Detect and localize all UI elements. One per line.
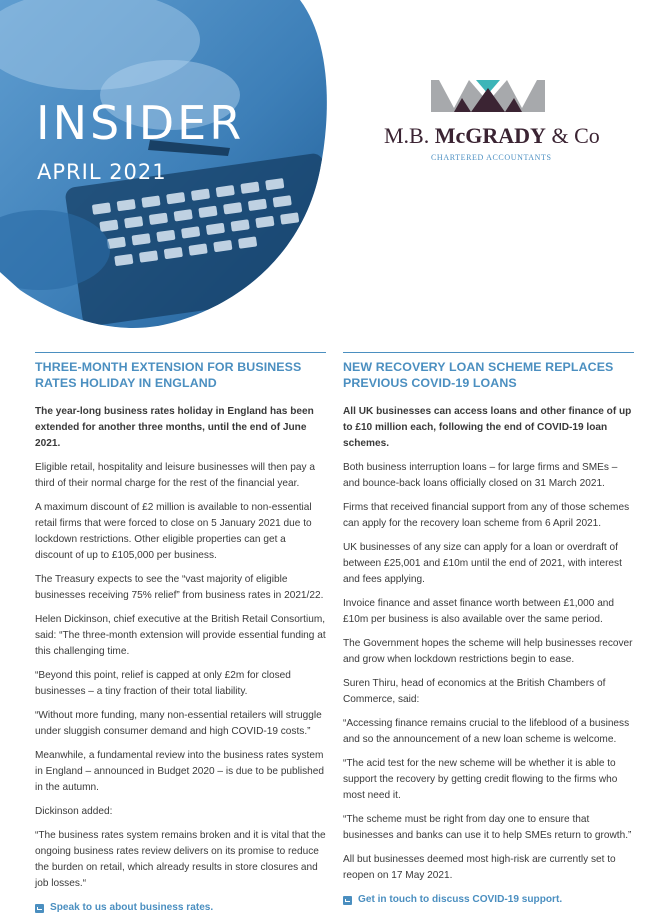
article-lead: The year-long business rates holiday in England has been extended for another three months, until the end of June 2021.	[35, 406, 314, 449]
newsletter-title: INSIDER	[36, 96, 245, 150]
article-recovery-loan	[343, 352, 634, 908]
company-subtitle: CHARTERED ACCOUNTANTS	[431, 153, 552, 162]
arrow-link-icon	[343, 896, 352, 905]
article-paragraph: Suren Thiru, head of economics at the British Chambers of Commerce, said:	[343, 678, 606, 705]
cta-label: Speak to us about business rates.	[50, 902, 214, 913]
article-paragraph: “The acid test for the new scheme will be whether it is able to support the recovery by getting credit flowing to the firms who most need it.	[343, 758, 618, 801]
article-paragraph: “Without more funding, many non-essential retailers will struggle under sluggish consumer demand and high COVID-19 costs.”	[35, 710, 322, 737]
column-rule	[35, 352, 326, 353]
article-paragraph: “The business rates system remains broken and it is vital that the ongoing business rates review delivers on its promise to reduce the burden on retail, which already results in store closures and job losses.“	[35, 830, 326, 889]
article-paragraph: “The scheme must be right from day one to ensure that businesses and banks can use it to help SMEs return to growth.”	[343, 814, 632, 841]
column-rule	[343, 352, 634, 353]
article-heading: THREE-MONTH EXTENSION FOR BUSINESS RATES HOLIDAY IN ENGLAND	[35, 360, 302, 390]
article-paragraph: A maximum discount of £2 million is available to non-essential retail firms that were forced to close on 5 January 2021 due to lockdown restrictions. Other eligible properties can get a discount of up to £105,000 per business.	[35, 502, 312, 561]
company-name: M.B. McGRADY & Co	[384, 123, 600, 148]
article-paragraph: “Accessing finance remains crucial to the lifeblood of a business and so the announcement of a new loan scheme is welcome.	[343, 718, 630, 745]
article-paragraph: Helen Dickinson, chief executive at the British Retail Consortium, said: “The three-month extension will provide essential funding at this challenging time.	[35, 614, 326, 657]
article-heading: NEW RECOVERY LOAN SCHEME REPLACES PREVIOUS COVID-19 LOANS	[343, 360, 614, 390]
article-paragraph: Firms that received financial support from any of those schemes can apply for the recovery loan scheme from 6 April 2021.	[343, 502, 630, 529]
article-paragraph: “Beyond this point, relief is capped at only £2m for closed businesses – a tiny fraction of their total liability.	[35, 670, 291, 697]
newsletter-date: APRIL 2021	[37, 160, 167, 184]
cta-label: Get in touch to discuss COVID-19 support.	[358, 894, 563, 905]
article-paragraph: All but businesses deemed most high-risk are currently set to reopen on 17 May 2021.	[343, 854, 616, 881]
article-paragraph: Meanwhile, a fundamental review into the business rates system in England – announced in Budget 2020 – is due to be published in the autumn.	[35, 750, 325, 793]
cta-link-business-rates[interactable]	[35, 900, 326, 916]
article-paragraph: The Government hopes the scheme will help businesses recover and grow when lockdown restrictions begin to ease.	[343, 638, 633, 665]
article-business-rates	[35, 352, 326, 916]
article-paragraph: Both business interruption loans – for large firms and SMEs – and bounce-back loans officially closed on 31 March 2021.	[343, 462, 618, 489]
article-lead: All UK businesses can access loans and other finance of up to £10 million each, following the end of COVID-19 loan schemes.	[343, 406, 632, 449]
article-paragraph: Invoice finance and asset finance worth between £1,000 and £10m per business is also available over the same period.	[343, 598, 615, 625]
arrow-link-icon	[35, 904, 44, 913]
cta-link-covid-support[interactable]	[343, 892, 634, 908]
article-paragraph: Dickinson added:	[35, 806, 113, 817]
article-paragraph: Eligible retail, hospitality and leisure businesses will then pay a third of their normal charge for the rest of the financial year.	[35, 462, 315, 489]
article-paragraph: The Treasury expects to see the “vast majority of eligible businesses receiving 75% relief” from business rates in 2021/22.	[35, 574, 324, 601]
header-image	[0, 0, 330, 335]
logo-mark-icon	[431, 80, 545, 112]
article-paragraph: UK businesses of any size can apply for a loan or overdraft of between £25,001 and £10m until the end of 2021, with interest and fees applying.	[343, 542, 622, 585]
